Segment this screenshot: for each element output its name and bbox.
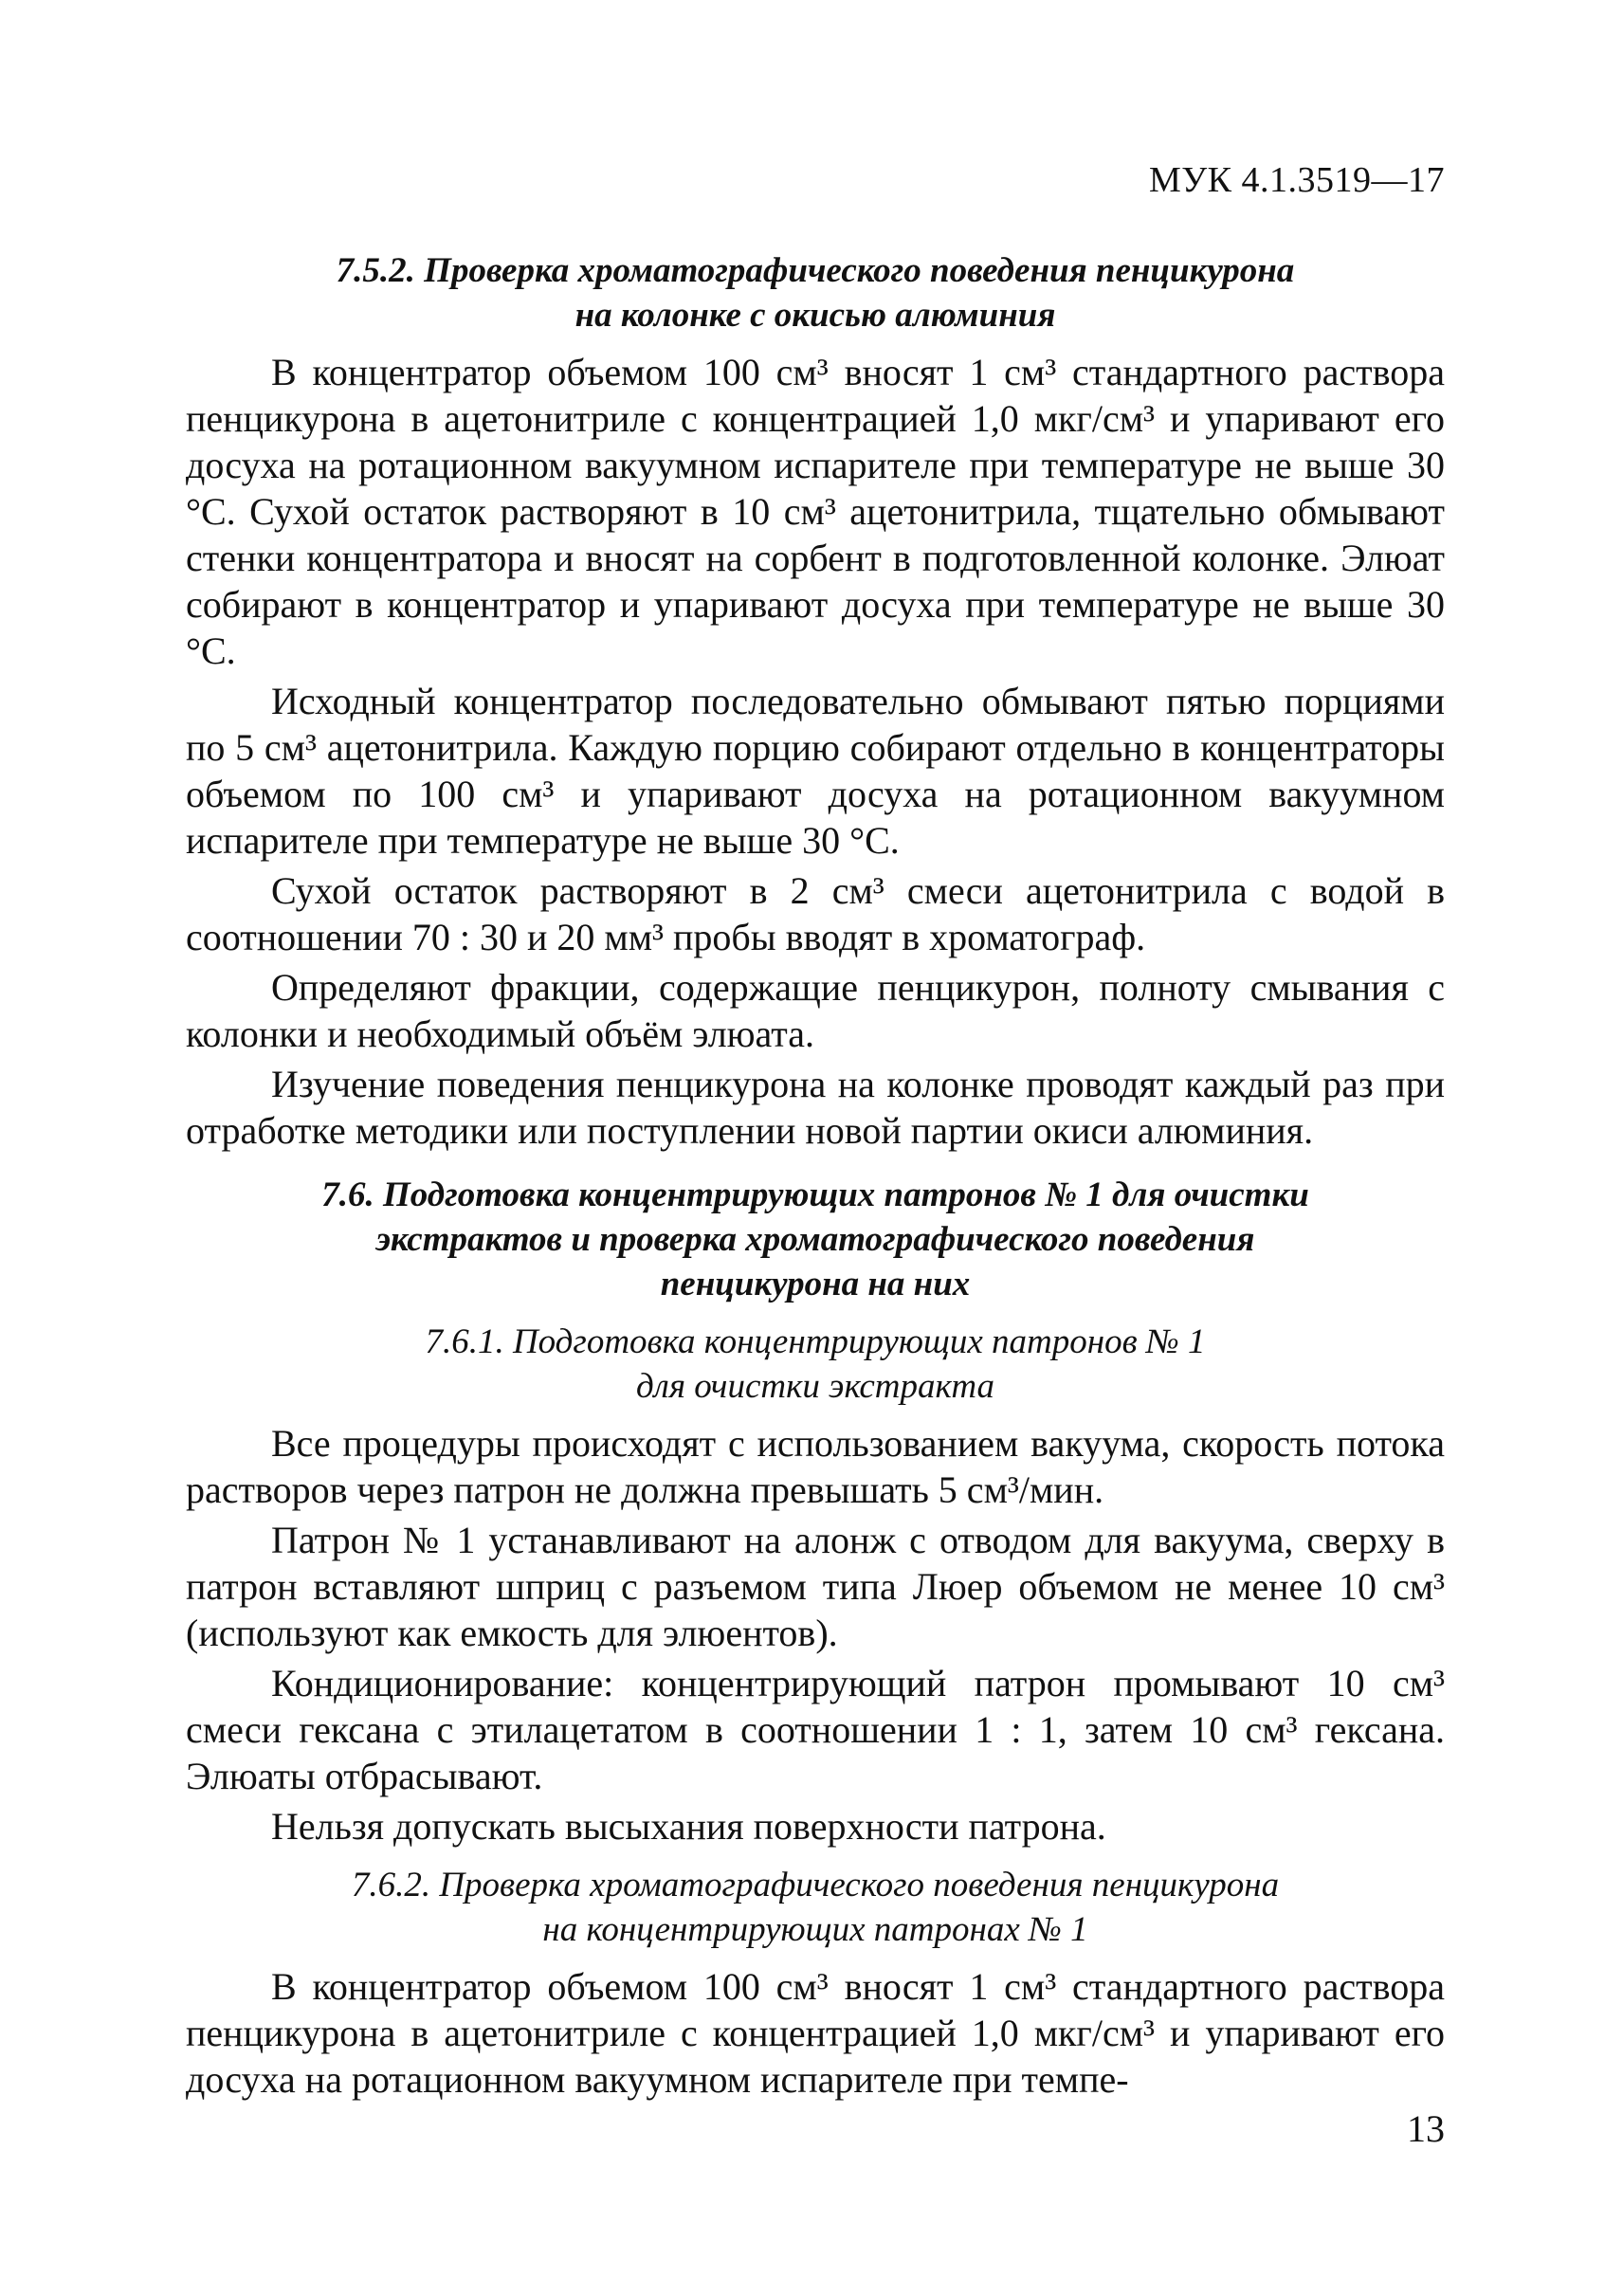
title-line: 7.5.2. Проверка хроматографического поведения пенцикурона [336, 251, 1295, 290]
title-line: экстрактов и проверка хроматографического поведения [375, 1220, 1255, 1259]
title-line: 7.6.1. Подготовка концентрирующих патронов № 1 [425, 1322, 1206, 1361]
paragraph: Кондиционирование: концентрирующий патрон промывают 10 см³ смеси гексана с этилацетатом в соотношении 1 : 1, затем 10 см³ гексана. Элюаты отбрасывают. [186, 1662, 1445, 1797]
title-line: пенцикурона на них [660, 1265, 971, 1303]
title-line: 7.6. Подготовка концентрирующих патронов № 1 для очистки [321, 1175, 1309, 1214]
page-content [186, 248, 1445, 2106]
title-line: на концентрирующих патронах № 1 [542, 1910, 1088, 1949]
paragraph: Сухой остаток растворяют в 2 см³ смеси ацетонитрила с водой в соотношении 70 : 30 и 20 мм³ пробы вводят в хроматограф. [186, 869, 1445, 958]
section-7-6-1-title [186, 1320, 1445, 1409]
document-code: МУК 4.1.3519—17 [1148, 160, 1445, 200]
section-7-6-2-title [186, 1863, 1445, 1952]
paragraph: Исходный концентратор последовательно обмывают пятью порциями по 5 см³ ацетонитрила. Каждую порцию собирают отдельно в концентраторы объемом по 100 см³ и упаривают досуха на ротационном вакуумном испарителе при температуре не выше 30 °С. [186, 680, 1445, 862]
paragraph: Определяют фракции, содержащие пенцикурон, полноту смывания с колонки и необходимый объём элюата. [186, 966, 1445, 1055]
title-line: на колонке с окисью алюминия [574, 296, 1056, 335]
section-7-6-title [186, 1173, 1445, 1306]
paragraph: В концентратор объемом 100 см³ вносят 1 см³ стандартного раствора пенцикурона в ацетонитриле с концентрацией 1,0 мкг/см³ и упаривают его досуха на ротационном вакуумном испарителе при температуре не выше 30 °С. Сухой остаток растворяют в 10 см³ ацетонитрила, тщательно обмывают стенки концентратора и вносят на сорбент в подготовленной колонке. Элюат собирают в концентратор и упаривают досуха при температуре не выше 30 °С. [186, 351, 1445, 672]
paragraph: Изучение поведения пенцикурона на колонке проводят каждый раз при отработке методики или поступлении новой партии окиси алюминия. [186, 1063, 1445, 1152]
paragraph: Нельзя допускать высыхания поверхности патрона. [271, 1805, 1106, 1848]
paragraph: Патрон № 1 устанавливают на алонж с отводом для вакуума, сверху в патрон вставляют шприц с разъемом типа Люер объемом не менее 10 см³ (используют как емкость для элюентов). [186, 1519, 1445, 1654]
paragraph: В концентратор объемом 100 см³ вносят 1 см³ стандартного раствора пенцикурона в ацетонитриле с концентрацией 1,0 мкг/см³ и упаривают его досуха на ротационном вакуумном испарителе при темпе- [186, 1965, 1445, 2101]
section-7-5-2-title [186, 248, 1445, 337]
title-line: для очистки экстракта [635, 1367, 995, 1406]
title-line: 7.6.2. Проверка хроматографического поведения пенцикурона [351, 1866, 1280, 1904]
paragraph: Все процедуры происходят с использованием вакуума, скорость потока растворов через патрон не должна превышать 5 см³/мин. [186, 1422, 1445, 1511]
page-number: 13 [1407, 2107, 1445, 2150]
